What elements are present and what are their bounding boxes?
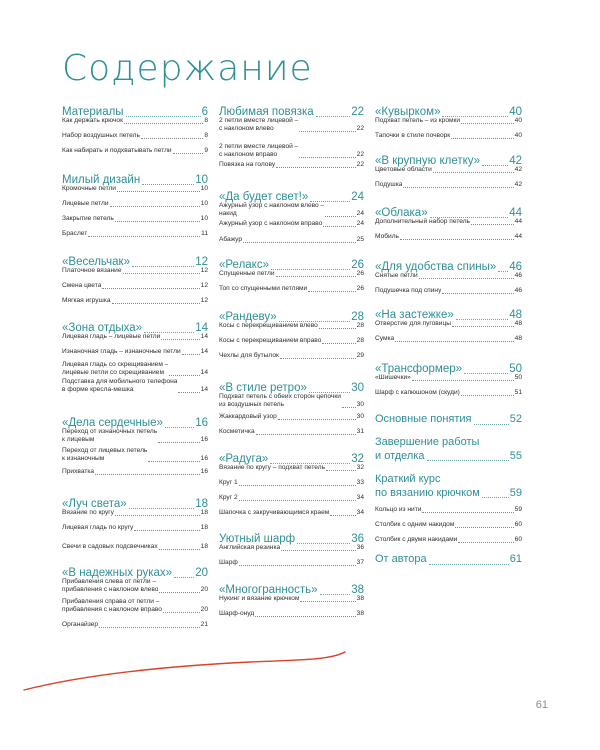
- subentry-title-line: в форме кресла-мешка: [62, 386, 134, 393]
- section-page: 18: [195, 498, 208, 510]
- subentry-title-line: Английская резинка: [219, 544, 281, 551]
- subentry-page: 51: [514, 389, 522, 396]
- subentry-page: 14: [200, 333, 208, 340]
- subentry-page: 40: [514, 117, 522, 124]
- section-page: 24: [351, 191, 364, 203]
- subentry-page: 18: [200, 509, 208, 516]
- section-page: 22: [351, 106, 364, 118]
- subentry-page: 11: [201, 230, 208, 237]
- section-page: 26: [351, 259, 364, 271]
- subentry-title-line: Лицевая гладь со скрещиванием –: [62, 361, 169, 368]
- subentry-title-line: Мобиль: [375, 233, 399, 240]
- subentry-title-line: Кромочные петли: [62, 185, 116, 192]
- subentry-title-line: Косы с перекрещиванием влево: [219, 322, 318, 329]
- subentry-page: 50: [514, 374, 522, 381]
- main-entry-title: Основные понятия: [375, 413, 472, 425]
- subentry-page: 24: [356, 210, 364, 217]
- subentry-title-line: лицевые петли со скрещиванием: [62, 369, 165, 376]
- subentry-page: 33: [356, 479, 364, 486]
- subentry-title-line: Жаккардовый узор: [219, 413, 277, 420]
- subentry-title-line: Браслет: [62, 230, 88, 237]
- subentry-page: 8: [204, 117, 208, 124]
- section-page: 14: [195, 322, 208, 334]
- subentry-title-line: Ажурный узор с наклоном влево –: [219, 202, 325, 209]
- subentry-page: 30: [356, 401, 364, 408]
- subentry-page: 22: [356, 161, 364, 168]
- subentry-title-line: Кольцо из нити: [375, 506, 422, 513]
- section-page: 46: [509, 261, 522, 273]
- page-number: 61: [535, 699, 548, 711]
- section-title: Любимая повязка: [219, 106, 314, 118]
- section-page: 6: [201, 106, 208, 118]
- subentry-title-line: Смена цвета: [62, 282, 102, 289]
- subentry-title-line: Круг 1: [219, 479, 238, 486]
- subentry-page: 60: [514, 536, 522, 543]
- section-title: «Для удобства спины»: [375, 261, 497, 273]
- subentry-page: 38: [356, 610, 364, 617]
- section-page: 38: [351, 584, 364, 596]
- subentry-title-line: Закрытие петель: [62, 215, 114, 222]
- main-entry-page: 52: [509, 413, 522, 425]
- page-title: Содержание: [62, 48, 313, 89]
- main-entry-title: и отделка: [375, 449, 425, 462]
- subentry-title-line: прибавления с наклоном вправо: [62, 606, 162, 613]
- subentry-page: 10: [200, 200, 208, 207]
- subentry-page: 31: [356, 428, 364, 435]
- subentry-title-line: Как набирать и подхватывать петли: [62, 147, 172, 154]
- subentry-title-line: Абажур: [219, 236, 243, 243]
- subentry-title-line: 2 петли вместе лицевой –: [219, 143, 299, 150]
- subentry-page: 28: [356, 322, 364, 329]
- subentry-title-line: накид: [219, 210, 237, 217]
- subentry-title-line: Цветовые области: [375, 166, 432, 173]
- subentry-page: 42: [514, 166, 522, 173]
- subentry-page: 59: [514, 506, 522, 513]
- subentry-page: 12: [200, 282, 208, 289]
- subentry-page: 60: [514, 521, 522, 528]
- subentry-title-line: Подушка: [375, 181, 403, 188]
- subentry-title-line: Подставка для мобильного телефона: [62, 378, 178, 385]
- subentry-title-line: к лицевым: [62, 436, 95, 443]
- subentry-page: 12: [200, 297, 208, 304]
- subentry-title-line: Тапочки в стиле почворк: [375, 132, 451, 139]
- subentry-page: 26: [356, 285, 364, 292]
- subentry-page: 12: [200, 267, 208, 274]
- subentry-title-line: Топ со спущенными петлями: [219, 285, 308, 292]
- subentry-title-line: к изнаночным: [62, 455, 105, 462]
- section-title: «Рандеву»: [219, 311, 277, 323]
- subentry-page: 34: [356, 494, 364, 501]
- subentry-page: 24: [356, 220, 364, 227]
- section-title: Милый дизайн: [62, 174, 141, 186]
- subentry-title-line: Переход от изнаночных петель: [62, 428, 158, 435]
- subentry-page: 42: [514, 181, 522, 188]
- section-title: Материалы: [62, 106, 124, 118]
- subentry-title-line: Дополнительный набор петель: [375, 218, 470, 225]
- subentry-page: 14: [200, 386, 208, 393]
- subentry-title-line: Косы с перекрещиванием вправо: [219, 337, 322, 344]
- subentry-page: 22: [356, 151, 364, 158]
- section-page: 28: [351, 311, 364, 323]
- subentry-page: 16: [200, 468, 208, 475]
- subentry-title-line: Чехлы для бутылок: [219, 352, 279, 359]
- subentry-page: 34: [356, 509, 364, 516]
- subentry-page: 10: [200, 185, 208, 192]
- subentry-title-line: Шапочка с закручивающимся краем: [219, 509, 330, 516]
- subentry-title-line: из воздушных петель: [219, 401, 285, 408]
- subentry-title-line: Снятые петли: [375, 272, 418, 279]
- subentry-title-line: Косметичка: [219, 428, 255, 435]
- section-title: «Зона отдыха»: [62, 322, 143, 334]
- subentry-page: 44: [514, 233, 522, 240]
- main-entry-page: 55: [509, 449, 522, 462]
- subentry-page: 16: [200, 436, 208, 443]
- section-page: 16: [195, 417, 208, 429]
- subentry-title-line: Лицевая гладь – лицевые петли: [62, 333, 161, 340]
- subentry-title-line: Свечи в садовых подсвечниках: [62, 543, 158, 550]
- section-title: «В стиле ретро»: [219, 382, 307, 394]
- subentry-page: 18: [200, 543, 208, 550]
- subentry-title-line: Прибавления справа от петли –: [62, 598, 160, 605]
- subentry-page: 44: [514, 218, 522, 225]
- subentry-page: 37: [356, 559, 364, 566]
- subentry-title-line: Столбик с одним накидом: [375, 521, 455, 528]
- subentry-title-line: 2 петли вместе лицевой –: [219, 117, 299, 124]
- subentry-page: 20: [200, 586, 208, 593]
- subentry-title-line: Повязка на голову: [219, 161, 276, 168]
- subentry-page: 22: [356, 125, 364, 132]
- section-title: «Весельчак»: [62, 256, 130, 268]
- section-page: 50: [509, 363, 522, 375]
- subentry-title-line: Круг 2: [219, 494, 238, 501]
- subentry-title-line: Вязание по кругу: [62, 509, 114, 516]
- subentry-title-line: Прихватка: [62, 468, 95, 475]
- subentry-page: 46: [514, 287, 522, 294]
- section-title: Уютный шарф: [219, 533, 296, 545]
- subentry-title-line: Шарф с капюшоном (скуди): [375, 389, 460, 396]
- subentry-title-line: Прибавления слева от петли –: [62, 578, 157, 585]
- subentry-title-line: Ажурный узор с наклоном вправо: [219, 220, 323, 227]
- section-title: «На застежке»: [375, 309, 454, 321]
- subentry-page: 21: [200, 621, 208, 628]
- main-entry-page: 61: [509, 553, 522, 565]
- section-title: «В надежных руках»: [62, 567, 173, 579]
- subentry-page: 28: [356, 337, 364, 344]
- section-title: «Релакс»: [219, 259, 269, 271]
- subentry-title-line: Подхват петель с обеих сторон цепочки: [219, 393, 341, 400]
- subentry-page: 9: [204, 147, 208, 154]
- subentry-title-line: Подушечка под спину: [375, 287, 442, 294]
- section-title: «Облака»: [375, 207, 428, 219]
- subentry-title-line: Набор воздушных петель: [62, 132, 140, 139]
- subentry-page: 32: [356, 464, 364, 471]
- subentry-title-line: Подхват петель – из кромки: [375, 117, 461, 124]
- section-page: 36: [351, 533, 364, 545]
- subentry-page: 38: [356, 595, 364, 602]
- subentry-page: 48: [514, 335, 522, 342]
- subentry-page: 18: [200, 524, 208, 531]
- subentry-title-line: Платочное вязание: [62, 267, 122, 274]
- subentry-title-line: Нукинг и вязание крючком: [219, 595, 300, 602]
- subentry-title-line: Сумка: [375, 335, 395, 342]
- main-entry-title: Краткий курс: [375, 473, 441, 485]
- section-title: «Радуга»: [219, 453, 269, 465]
- subentry-title-line: Органайзер: [62, 621, 98, 628]
- section-page: 20: [195, 567, 208, 579]
- subentry-title-line: с наклоном влево: [219, 125, 274, 132]
- subentry-page: 25: [356, 236, 364, 243]
- section-title: «Многогранность»: [219, 584, 318, 596]
- subentry-page: 48: [514, 320, 522, 327]
- section-page: 10: [195, 174, 208, 186]
- subentry-title-line: Спущенные петли: [219, 270, 275, 277]
- subentry-page: 14: [200, 369, 208, 376]
- section-page: 12: [195, 256, 208, 268]
- subentry-page: 29: [356, 352, 364, 359]
- subentry-title-line: с наклоном вправо: [219, 151, 278, 158]
- subentry-page: 10: [200, 215, 208, 222]
- subentry-title-line: Переход от лицевых петель: [62, 447, 148, 454]
- section-title: «Луч света»: [62, 498, 127, 510]
- subentry-page: 40: [514, 132, 522, 139]
- subentry-title-line: Вязание по кругу – подхват петель: [219, 464, 326, 471]
- section-title: «Кувырком»: [375, 106, 441, 118]
- subentry-title-line: Отверстие для пуговицы: [375, 320, 452, 327]
- section-title: «Дела сердечные»: [62, 417, 163, 429]
- subentry-page: 16: [200, 455, 208, 462]
- subentry-page: 36: [356, 544, 364, 551]
- subentry-page: 46: [514, 272, 522, 279]
- subentry-title-line: Шарф-онуд: [219, 610, 255, 617]
- main-entry-title: Завершение работы: [375, 436, 480, 448]
- subentry-title-line: «Шишечки»: [375, 374, 411, 381]
- subentry-page: 30: [356, 413, 364, 420]
- section-title: «Трансформер»: [375, 363, 463, 375]
- section-page: 40: [509, 106, 522, 118]
- subentry-title-line: Шарф: [219, 559, 238, 566]
- subentry-page: 26: [356, 270, 364, 277]
- subentry-title-line: Лицевая гладь по кругу: [62, 524, 134, 531]
- subentry-title-line: Изнаночная гладь – изнаночные петли: [62, 348, 181, 355]
- section-page: 32: [351, 453, 364, 465]
- section-page: 48: [509, 309, 522, 321]
- subentry-title-line: Столбик с двумя накидами: [375, 536, 458, 543]
- section-page: 42: [509, 155, 522, 167]
- subentry-title-line: Как держать крючок: [62, 117, 123, 124]
- main-entry-page: 59: [509, 486, 522, 499]
- subentry-title-line: Мягкая игрушка: [62, 297, 111, 304]
- subentry-page: 20: [200, 606, 208, 613]
- section-title: «Да будет свет!»: [219, 191, 309, 203]
- main-entry-title: по вязанию крючком: [375, 486, 480, 499]
- section-page: 30: [351, 382, 364, 394]
- subentry-title-line: Лицевые петли: [62, 200, 109, 207]
- main-entry-title: От автора: [375, 553, 427, 565]
- subentry-title-line: прибавления с наклоном влево: [62, 586, 159, 593]
- subentry-page: 14: [200, 348, 208, 355]
- subentry-page: 8: [204, 132, 208, 139]
- section-title: «В крупную клетку»: [375, 155, 481, 167]
- section-page: 44: [509, 207, 522, 219]
